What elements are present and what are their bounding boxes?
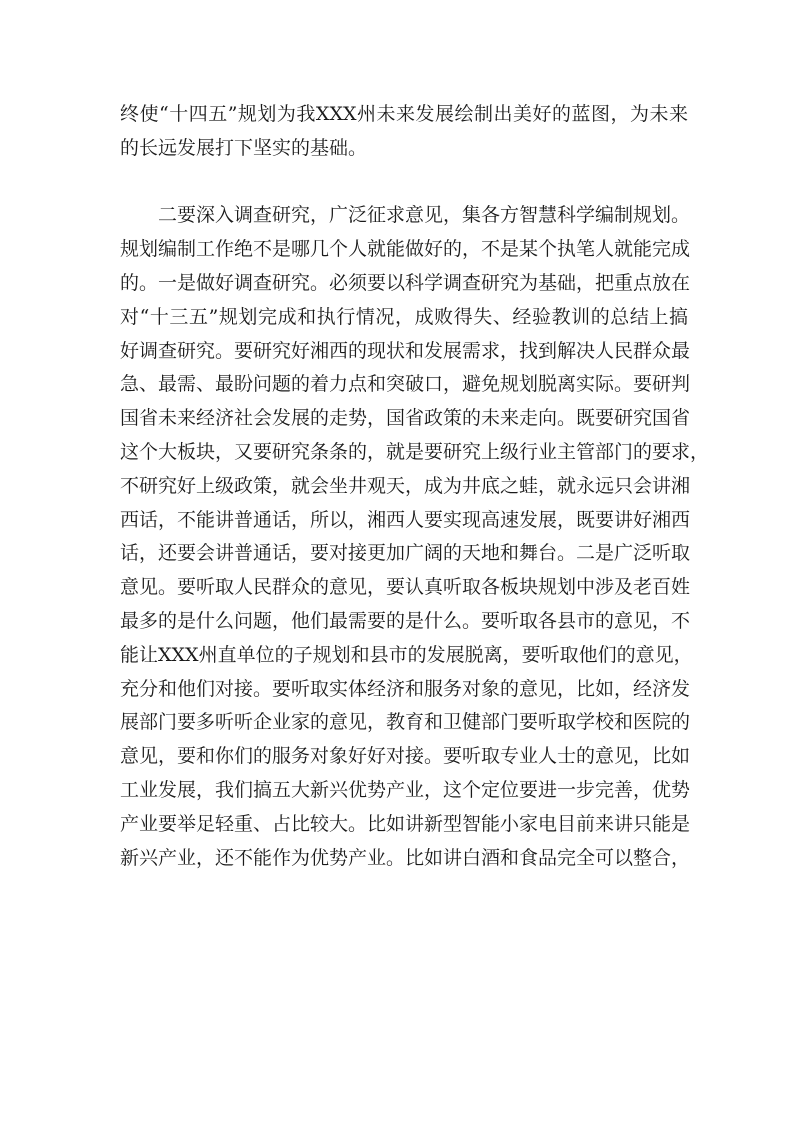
paragraph-line: 意见。要听取人民群众的意见，要认真听取各板块规划中涉及老百姓 xyxy=(120,576,691,599)
paragraph-line: 意见，要和你们的服务对象好好对接。要听取专业人士的意见，比如 xyxy=(120,745,691,768)
paragraph-line: 新兴产业，还不能作为优势产业。比如讲白酒和食品完全可以整合， xyxy=(120,846,691,869)
paragraph-line: 不研究好上级政策，就会坐井观天，成为井底之蛙，就永远只会讲湘 xyxy=(120,474,691,497)
paragraph-line: 二要深入调查研究，广泛征求意见，集各方智慧科学编制规划。 xyxy=(158,204,691,227)
paragraph-line: 展部门要多听听企业家的意见，教育和卫健部门要听取学校和医院的 xyxy=(120,711,691,734)
paragraph-2 xyxy=(120,199,710,875)
paragraph-1 xyxy=(120,98,688,166)
paragraph-line: 工业发展，我们搞五大新兴优势产业，这个定位要进一步完善，优势 xyxy=(120,778,691,801)
paragraph-line: 急、最需、最盼问题的着力点和突破口，避免规划脱离实际。要研判 xyxy=(120,373,691,396)
paragraph-line: 最多的是什么问题，他们最需要的是什么。要听取各县市的意见，不 xyxy=(120,609,691,632)
document-body xyxy=(120,98,710,875)
paragraph-line: 这个大板块，又要研究条条的，就是要研究上级行业主管部门的要求， xyxy=(120,440,710,463)
paragraph-line: 规划编制工作绝不是哪几个人就能做好的，不是某个执笔人就能完成 xyxy=(120,238,691,261)
paragraph-line: 的长远发展打下坚实的基础。 xyxy=(120,136,368,159)
paragraph-spacer xyxy=(120,166,688,200)
paragraph-line: 终使“十四五”规划为我XXX州未来发展绘制出美好的蓝图，为未来 xyxy=(120,103,688,125)
paragraph-line: 充分和他们对接。要听取实体经济和服务对象的意见，比如，经济发 xyxy=(120,677,691,700)
paragraph-line: 对“十三五”规划完成和执行情况，成败得失、经验教训的总结上搞 xyxy=(120,305,688,328)
paragraph-line: 能让XXX州直单位的子规划和县市的发展脱离，要听取他们的意见， xyxy=(120,643,693,666)
paragraph-line: 西话，不能讲普通话，所以，湘西人要实现高速发展，既要讲好湘西 xyxy=(120,508,691,531)
paragraph-line: 产业要举足轻重、占比较大。比如讲新型智能小家电目前来讲只能是 xyxy=(120,812,691,835)
paragraph-line: 话，还要会讲普通话，要对接更加广阔的天地和舞台。二是广泛听取 xyxy=(120,542,691,565)
paragraph-line: 的。一是做好调查研究。必须要以科学调查研究为基础，把重点放在 xyxy=(120,271,691,294)
paragraph-line: 好调查研究。要研究好湘西的现状和发展需求，找到解决人民群众最 xyxy=(120,339,691,362)
paragraph-line: 国省未来经济社会发展的走势，国省政策的未来走向。既要研究国省 xyxy=(120,407,691,430)
